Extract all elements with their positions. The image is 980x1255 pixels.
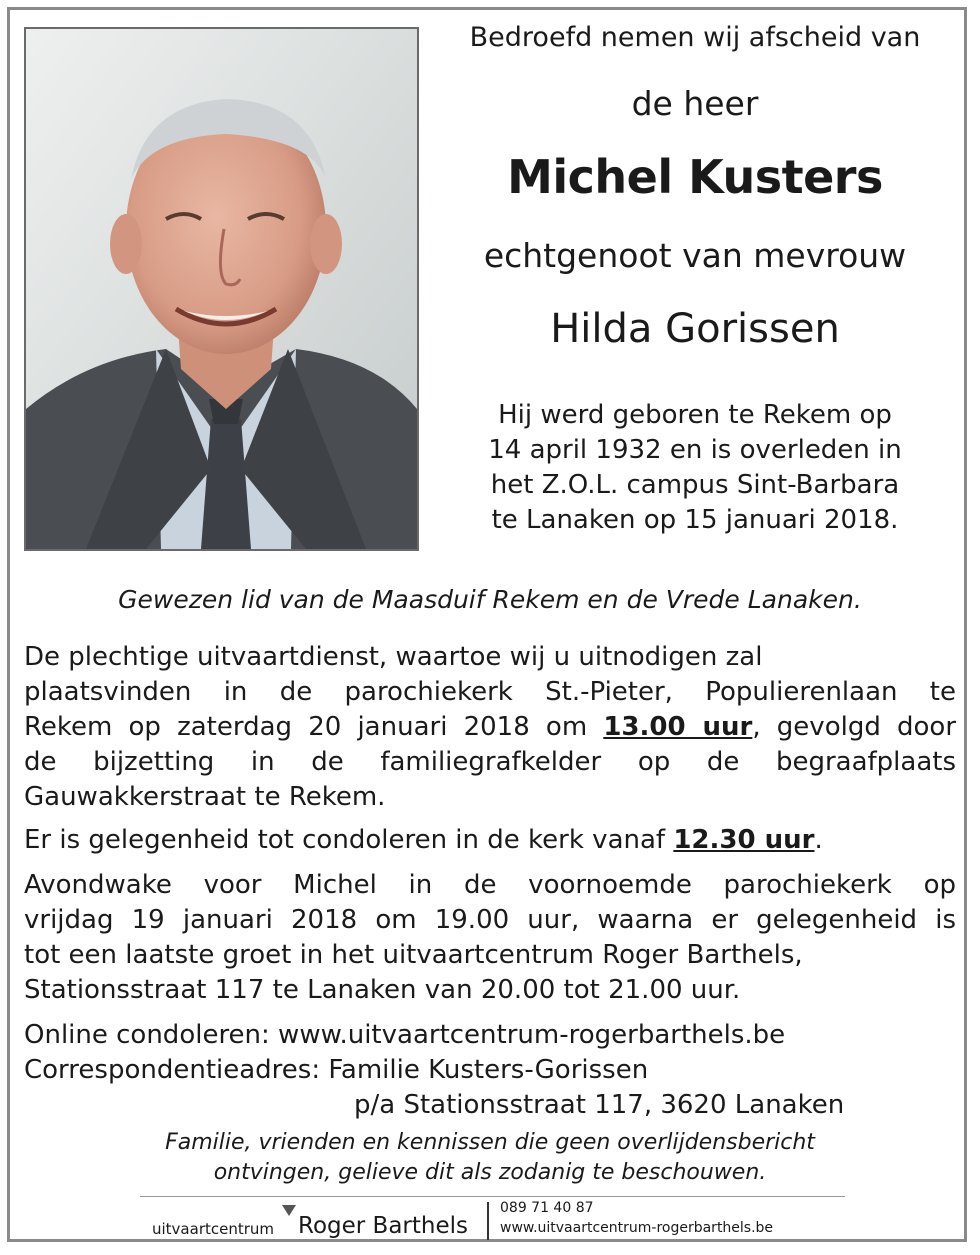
wake-paragraph [24, 868, 956, 1008]
triangle-logo-icon [282, 1205, 296, 1216]
footer-label: uitvaartcentrum [152, 1220, 275, 1238]
service-time: 13.00 uur [603, 712, 753, 742]
address-line: Correspondentieadres: Familie Kusters-Gorissen [24, 1055, 649, 1085]
birth-line: Hij werd geboren te Rekem op [498, 400, 892, 430]
funeral-service-paragraph [24, 640, 956, 815]
wake-line: Stationsstraat 117 te Lanaken van 20.00 tot 21.00 uur. [24, 975, 741, 1005]
service-text: Rekem op zaterdag 20 januari 2018 om [24, 712, 604, 742]
condolence-text: Er is gelegenheid tot condoleren in de kerk vanaf [24, 825, 674, 855]
service-line: de bijzetting in de familiegrafkelder op de begraafplaats [24, 747, 956, 777]
wake-line: Avondwake voor Michel in de voornoemde parochiekerk op [24, 870, 956, 900]
membership-line: Gewezen lid van de Maasduif Rekem en de Vrede Lanaken. [118, 585, 862, 614]
footer-divider [140, 1196, 845, 1197]
service-line: Gauwakkerstraat te Rekem. [24, 782, 386, 812]
closing-line: Familie, vrienden en kennissen die geen overlijdensbericht [165, 1130, 815, 1155]
portrait-photo [24, 27, 419, 551]
intro-line: Bedroefd nemen wij afscheid van [469, 22, 921, 53]
footer-separator [487, 1202, 489, 1240]
title-line: de heer [631, 84, 759, 123]
service-line: plaatsvinden in de parochiekerk St.-Pieter, Populierenlaan te [24, 677, 956, 707]
wake-line: tot een laatste groet in het uitvaartcentrum Roger Barthels, [24, 940, 803, 970]
birth-line: 14 april 1932 en is overleden in [488, 435, 902, 465]
deceased-name: Michel Kusters [507, 150, 883, 204]
birth-line: het Z.O.L. campus Sint-Barbara [490, 470, 900, 500]
online-condolence-line: Online condoleren: www.uitvaartcentrum-rogerbarthels.be [24, 1020, 786, 1050]
closing-note [24, 1128, 956, 1188]
footer-website: www.uitvaartcentrum-rogerbarthels.be [500, 1220, 774, 1236]
birth-death-info [430, 398, 960, 538]
wake-line: vrijdag 19 januari 2018 om 19.00 uur, waarna er gelegenheid is [24, 905, 956, 935]
condolence-time: 12.30 uur [673, 825, 815, 855]
footer-phone: 089 71 40 87 [500, 1200, 594, 1216]
condolence-paragraph [24, 823, 956, 858]
contact-paragraph [24, 1018, 956, 1123]
service-line [24, 710, 956, 745]
footer-company-name: Roger Barthels [298, 1213, 468, 1239]
service-text: , gevolgd door [752, 712, 957, 742]
spouse-name: Hilda Gorissen [550, 306, 840, 352]
service-line: De plechtige uitvaartdienst, waartoe wij u uitnodigen zal [24, 642, 763, 672]
closing-line: ontvingen, gelieve dit als zodanig te beschouwen. [213, 1160, 767, 1185]
birth-line: te Lanaken op 15 januari 2018. [491, 505, 899, 535]
spouse-intro: echtgenoot van mevrouw [483, 236, 907, 275]
condolence-text: . [814, 825, 823, 855]
condolence-line [24, 823, 956, 858]
address-line: p/a Stationsstraat 117, 3620 Lanaken [354, 1090, 845, 1120]
funeral-home-footer [0, 1200, 980, 1244]
